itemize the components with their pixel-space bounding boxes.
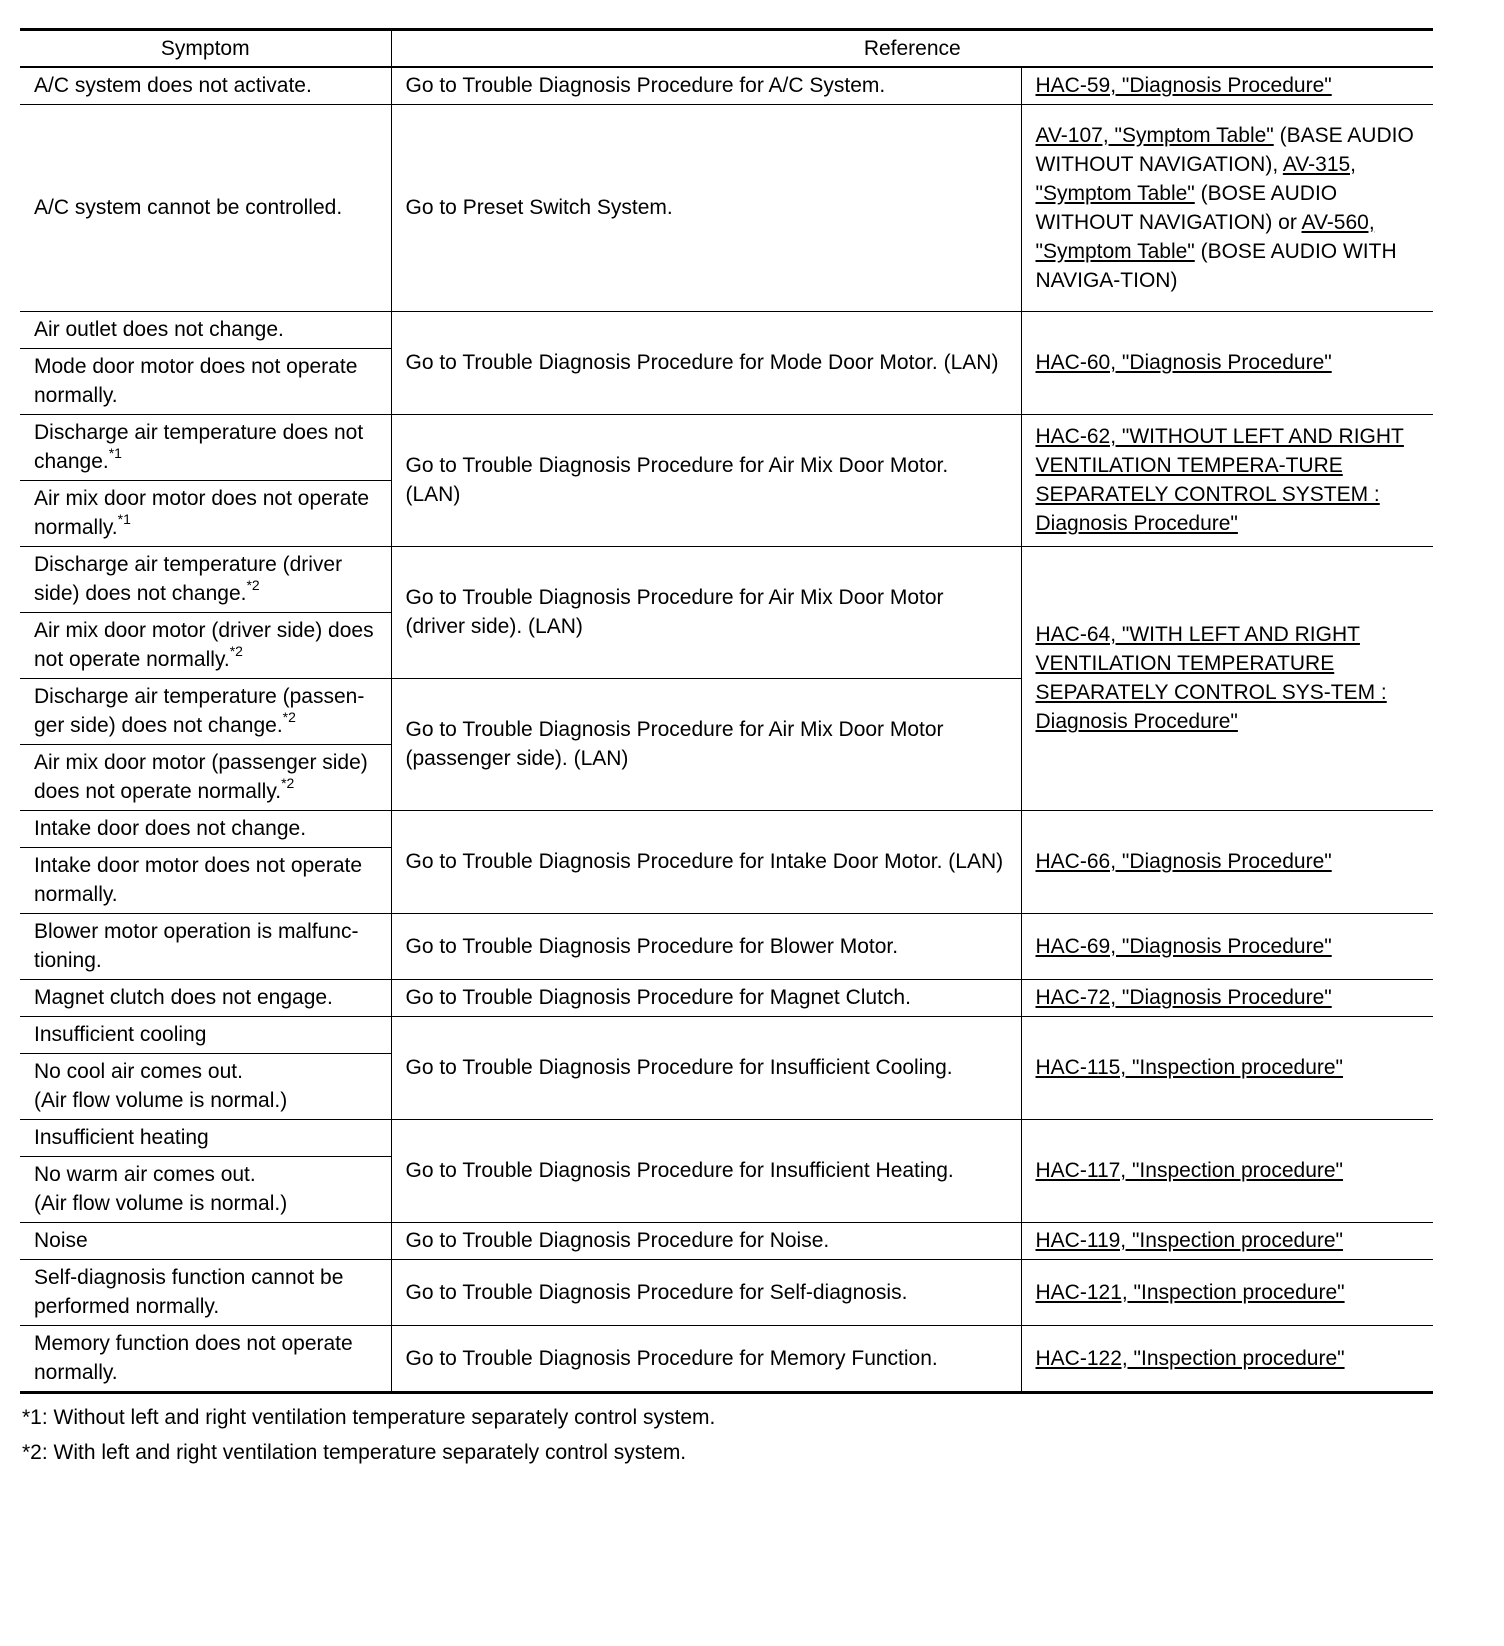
reference-cell [1021, 1120, 1433, 1223]
procedure-cell: Go to Trouble Diagnosis Procedure for Mode Door Motor. (LAN) [391, 312, 1021, 415]
table-row [20, 1120, 1433, 1157]
symptom-cell: Intake door motor does not operate normally. [20, 848, 391, 914]
symptom-text: No warm air comes out. [34, 1163, 256, 1186]
table-row [20, 980, 1433, 1017]
table-row [20, 105, 1433, 312]
reference-link[interactable]: HAC-115, "Inspection procedure" [1035, 1056, 1344, 1079]
symptom-cell [20, 415, 391, 481]
procedure-cell: Go to Trouble Diagnosis Procedure for Air Mix Door Motor (driver side). (LAN) [391, 547, 1021, 679]
symptom-cell [20, 481, 391, 547]
symptom-text: Discharge air temperature (passen-ger side) does not change. [34, 685, 365, 737]
symptom-cell: Noise [20, 1223, 391, 1260]
reference-cell [1021, 415, 1433, 547]
reference-link[interactable]: HAC-122, "Inspection procedure" [1035, 1346, 1345, 1370]
procedure-cell: Go to Trouble Diagnosis Procedure for Blower Motor. [391, 914, 1021, 980]
symptom-text: Air mix door motor (passenger side) does not operate normally. [34, 751, 368, 803]
symptom-cell: A/C system does not activate. [20, 67, 391, 105]
reference-cell [1021, 1326, 1433, 1393]
table-row [20, 312, 1433, 349]
symptom-cell: Magnet clutch does not engage. [20, 980, 391, 1017]
table-row [20, 1326, 1433, 1393]
reference-link[interactable]: AV-107, "Symptom Table" [1035, 123, 1274, 147]
symptom-text: Air mix door motor (driver side) does not operate normally. [34, 619, 374, 671]
symptom-cell: A/C system cannot be controlled. [20, 105, 391, 312]
procedure-cell: Go to Trouble Diagnosis Procedure for A/C System. [391, 67, 1021, 105]
reference-link[interactable]: HAC-72, "Diagnosis Procedure" [1035, 986, 1332, 1009]
reference-link[interactable]: AV-560, "Symptom Table" [1035, 210, 1375, 263]
symptom-cell: Air outlet does not change. [20, 312, 391, 349]
reference-cell [1021, 1260, 1433, 1326]
symptom-cell: Intake door does not change. [20, 811, 391, 848]
reference-note: (BOSE AUDIO WITHOUT NAVIGATION) or [1035, 181, 1338, 234]
procedure-cell: Go to Trouble Diagnosis Procedure for Intake Door Motor. (LAN) [391, 811, 1021, 914]
symptom-text: (Air flow volume is normal.) [34, 1089, 288, 1112]
procedure-cell: Go to Trouble Diagnosis Procedure for Magnet Clutch. [391, 980, 1021, 1017]
reference-note: (BASE AUDIO WITHOUT NAVIGATION), [1035, 123, 1414, 176]
table-header-row [20, 30, 1433, 68]
table-row [20, 67, 1433, 105]
reference-link[interactable]: HAC-66, "Diagnosis Procedure" [1035, 850, 1332, 873]
procedure-cell: Go to Trouble Diagnosis Procedure for Noise. [391, 1223, 1021, 1260]
reference-link[interactable]: HAC-64, "WITH LEFT AND RIGHT VENTILATION TEMPERATURE SEPARATELY CONTROL SYS-TEM : Diagnosis Procedure" [1035, 623, 1387, 733]
reference-cell [1021, 811, 1433, 914]
procedure-cell: Go to Trouble Diagnosis Procedure for Insufficient Heating. [391, 1120, 1021, 1223]
symptom-cell [20, 745, 391, 811]
reference-cell [1021, 1223, 1433, 1260]
reference-note: (BOSE AUDIO WITH NAVIGA-TION) [1035, 239, 1397, 292]
symptom-cell: Mode door motor does not operate normally. [20, 349, 391, 415]
table-row [20, 1223, 1433, 1260]
reference-cell [1021, 547, 1433, 811]
procedure-cell: Go to Trouble Diagnosis Procedure for Air Mix Door Motor (passenger side). (LAN) [391, 679, 1021, 811]
reference-link[interactable]: HAC-60, "Diagnosis Procedure" [1035, 351, 1332, 374]
symptom-cell: Insufficient cooling [20, 1017, 391, 1054]
symptom-cell [20, 1157, 391, 1223]
reference-link[interactable]: HAC-59, "Diagnosis Procedure" [1035, 74, 1332, 97]
symptom-text: Discharge air temperature (driver side) does not change. [34, 553, 343, 605]
table-row [20, 547, 1433, 613]
symptom-text: Air mix door motor does not operate normally. [34, 487, 369, 539]
symptom-cell [20, 679, 391, 745]
symptom-cell [20, 547, 391, 613]
reference-link[interactable]: HAC-121, "Inspection procedure" [1035, 1280, 1345, 1304]
procedure-cell: Go to Trouble Diagnosis Procedure for Self-diagnosis. [391, 1260, 1021, 1326]
reference-cell [1021, 980, 1433, 1017]
header-reference: Reference [391, 30, 1433, 68]
table-row [20, 811, 1433, 848]
footnote-mark: *2 [229, 643, 243, 659]
symptom-text: Discharge air temperature does not change. [34, 421, 364, 473]
symptom-cell [20, 613, 391, 679]
symptom-table-container [20, 28, 1433, 1470]
header-symptom: Symptom [20, 30, 391, 68]
footnotes [20, 1400, 1433, 1470]
symptom-table [20, 28, 1433, 1394]
table-row [20, 415, 1433, 481]
symptom-cell: Insufficient heating [20, 1120, 391, 1157]
reference-cell [1021, 914, 1433, 980]
procedure-cell: Go to Trouble Diagnosis Procedure for Memory Function. [391, 1326, 1021, 1393]
reference-cell [1021, 67, 1433, 105]
symptom-text: (Air flow volume is normal.) [34, 1192, 288, 1215]
reference-link[interactable]: HAC-119, "Inspection procedure" [1035, 1229, 1344, 1252]
reference-cell [1021, 1017, 1433, 1120]
footnote-mark: *2 [282, 709, 296, 725]
reference-link[interactable]: HAC-69, "Diagnosis Procedure" [1035, 934, 1332, 958]
table-row [20, 1017, 1433, 1054]
symptom-cell: Blower motor operation is malfunc-tioning. [20, 914, 391, 980]
table-row [20, 1260, 1433, 1326]
footnote-1: *1: Without left and right ventilation temperature separately control system. [22, 1406, 716, 1429]
footnote-mark: *2 [281, 775, 295, 791]
reference-link[interactable]: HAC-117, "Inspection procedure" [1035, 1159, 1344, 1182]
symptom-text: No cool air comes out. [34, 1060, 243, 1083]
procedure-cell: Go to Trouble Diagnosis Procedure for Insufficient Cooling. [391, 1017, 1021, 1120]
footnote-2: *2: With left and right ventilation temperature separately control system. [22, 1441, 687, 1464]
symptom-cell: Self-diagnosis function cannot be performed normally. [20, 1260, 391, 1326]
footnote-mark: *2 [246, 577, 260, 593]
symptom-cell [20, 1054, 391, 1120]
reference-cell [1021, 312, 1433, 415]
footnote-mark: *1 [117, 511, 131, 527]
symptom-cell: Memory function does not operate normally. [20, 1326, 391, 1393]
reference-link[interactable]: AV-315, "Symptom Table" [1035, 152, 1357, 205]
table-row [20, 914, 1433, 980]
procedure-cell: Go to Trouble Diagnosis Procedure for Air Mix Door Motor. (LAN) [391, 415, 1021, 547]
reference-cell [1021, 105, 1433, 312]
footnote-mark: *1 [108, 445, 122, 461]
procedure-cell: Go to Preset Switch System. [391, 105, 1021, 312]
reference-link[interactable]: HAC-62, "WITHOUT LEFT AND RIGHT VENTILATION TEMPERA-TURE SEPARATELY CONTROL SYSTEM : Diagnosis Procedure" [1035, 425, 1404, 535]
